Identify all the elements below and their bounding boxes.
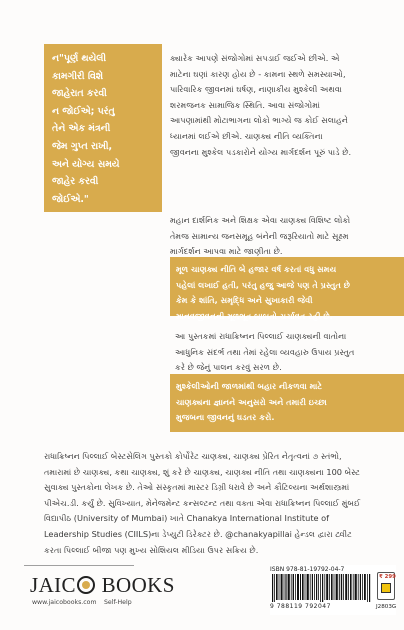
philosopher-paragraph <box>170 213 392 260</box>
text-line: મહાન દાર્શનિક અને શિક્ષક એવા ચાણક્ય વિશિષ્ટ લોકો <box>170 215 351 225</box>
intro-paragraph <box>170 51 392 160</box>
book-paragraph <box>175 329 397 376</box>
text-line: માર્ગદર્શન આપવા માટે જાણીતા છે. <box>170 246 283 257</box>
text-line: આધુનિક સંદર્ભ તથા તેમાં રહેલા વ્યવહારુ ઉપાય પ્રસ્તુત <box>175 346 355 357</box>
quote-box <box>44 44 162 212</box>
divider <box>24 565 134 566</box>
quote-line: કામગીરી વિશે <box>52 70 104 82</box>
text-line: મુજબના જીવનનું ઘડતર કરો. <box>176 412 275 423</box>
logo-text-left: JAIC <box>30 573 76 597</box>
price-text: ₹ 299 <box>379 574 396 580</box>
highlight-text <box>176 262 350 324</box>
logo-text-right: BOOKS <box>95 573 175 597</box>
text-line: Leadership Studies (CIILS)ના ડેપ્યુટી ડિરેક્ટર છે. @chanakyapillai હેન્ડલ દ્વારા ટ્વીટ <box>44 528 352 539</box>
text-line: કેમ કે શાંતિ, સમૃદ્ધિ અને સુખાકારી જેવી <box>176 295 313 306</box>
highlight-box-history <box>170 257 404 321</box>
text-line: માટેના ઘણાં કારણ હોય છે - કામના સ્થળે સમસ્યાઓ, <box>170 68 346 79</box>
author-bio-paragraph <box>44 449 392 558</box>
publisher-logo <box>30 573 175 599</box>
price-badge <box>377 572 395 600</box>
text-line: ચાણક્યના જ્ઞાનને અનુસરો અને તમારી ઇચ્છા <box>176 396 327 407</box>
quote-line: અને યોગ્ય સમયે <box>52 158 120 170</box>
barcode-number: 9 788119 792047 <box>270 603 331 610</box>
text-line: આપણામાંથી મોટાભાગના લોકો ભાગ્યે જ કોઈ સલાહને <box>170 115 349 126</box>
quote-line: ન"પૂર્ણ થયેલી <box>52 53 107 64</box>
highlight-box-call-to-action <box>170 374 404 432</box>
book-category: Self-Help <box>104 599 132 606</box>
quote-line: જાહેરાત કરવી <box>52 88 107 100</box>
product-code: J2803G <box>376 604 397 610</box>
text-line: ધ્યાનમાં લઈએ છીએ. ચાણક્ય નીતિ વ્યક્તિના <box>170 130 323 141</box>
quote-line: ન જોઈએ; પરંતુ <box>52 105 115 117</box>
text-line: કરે છે જેનું પાલન કરવું સરળ છે. <box>175 362 282 373</box>
text-line: તેમજ સામાન્ય જનસમૂહ બંનેની જરૂરિયાતો માટે સૂક્ષ્મ <box>170 230 349 241</box>
text-line: મુશ્કેલીઓની જાળમાંથી બહાર નીકળવા માટે <box>176 381 323 391</box>
quote-text <box>52 50 160 208</box>
barcode-icon <box>272 574 376 602</box>
text-line: સુવાક્ય પુસ્તકોના લેખક છે. તેઓ સંસ્કૃતમાં માસ્ટર ડિગ્રી ધરાવે છે અને કૌટિલ્યના અર્થશાસ્ત્રમાં <box>44 482 350 493</box>
text-line: વિદ્યાપીઠ (University of Mumbai) ખાતે Chanakya International Institute of <box>44 513 330 524</box>
text-line: પારિવારિક જીવનમાં ઘર્ષણ, નાણાકીય મુશ્કેલી અથવા <box>170 84 342 95</box>
text-line: આ પુસ્તકમાં રાધાક્રિષ્નન પિલ્લાઈ ચાણક્યની વાતોના <box>175 331 347 341</box>
text-line: પીએચ.ડી. કર્યું છે. સુવિખ્યાત, મેનેજમેન્ટ કન્સલ્ટન્ટ તથા વક્તા એવા રાધાક્રિષ્નન પિલ્લાઈ મુંબઈ <box>44 497 361 508</box>
text-line: રાધાક્રિષ્નન પિલ્લાઈ બેસ્ટસેલિંગ પુસ્તકો કોર્પોરેટ ચાણક્ય, ચાણક્ય પ્રેરિત નેતૃત્વનાં ૭ સ્તંભો, <box>44 451 342 461</box>
isbn-text: ISBN 978-81-19792-04-7 <box>270 566 345 573</box>
text-line: તમારામાં છે ચાણક્ય, કથા ચાણક્ય, શું કરે છે ચાણક્ય, ચાણક્ય નીતિ તથા ચાણક્યના 100 બેસ્ટ <box>44 466 360 477</box>
quote-line: જેમ ગુપ્ત રાખી, <box>52 140 113 152</box>
publisher-website: www.jaicobooks.com <box>32 599 97 606</box>
highlight-text <box>176 379 327 426</box>
quote-line: જોઈએ." <box>52 193 89 205</box>
text-line: મૂળ ચાણક્ય નીતિ બે હજાર વર્ષ કરતાં વધુ સમય <box>176 264 337 274</box>
text-line: જીવનના મુશ્કેલ પડકારોને યોગ્ય માર્ગદર્શન પૂરું પાડે છે. <box>170 146 352 157</box>
text-line: ક્યારેક આપણે સંજોગોમાં સપડાઈ જઈએ છીએ. એ <box>170 53 340 63</box>
text-line: કરતા પિલ્લાઈ બીજા પણ મુખ્ય સોશિયલ મીડિયા ઉપર સક્રિય છે. <box>44 544 259 555</box>
text-line: માનવજીવનની મૂળભૂત બાબતો ચર્ચાવત રહી છે. <box>176 310 333 321</box>
quote-line: જાહેર કરવી <box>52 176 99 188</box>
logo-o-icon <box>77 576 95 594</box>
quote-line: તેને એક મંત્રની <box>52 123 111 135</box>
text-line: પહેલાં લખાઈ હતી, પરંતુ હજુ આજે પણ તે પ્રસ્તુત છે <box>176 279 351 290</box>
text-line: શરમજનક સામાજિક સ્થિતિ. આવા સંજોગોમાં <box>170 99 320 110</box>
stamp-icon <box>381 583 391 593</box>
